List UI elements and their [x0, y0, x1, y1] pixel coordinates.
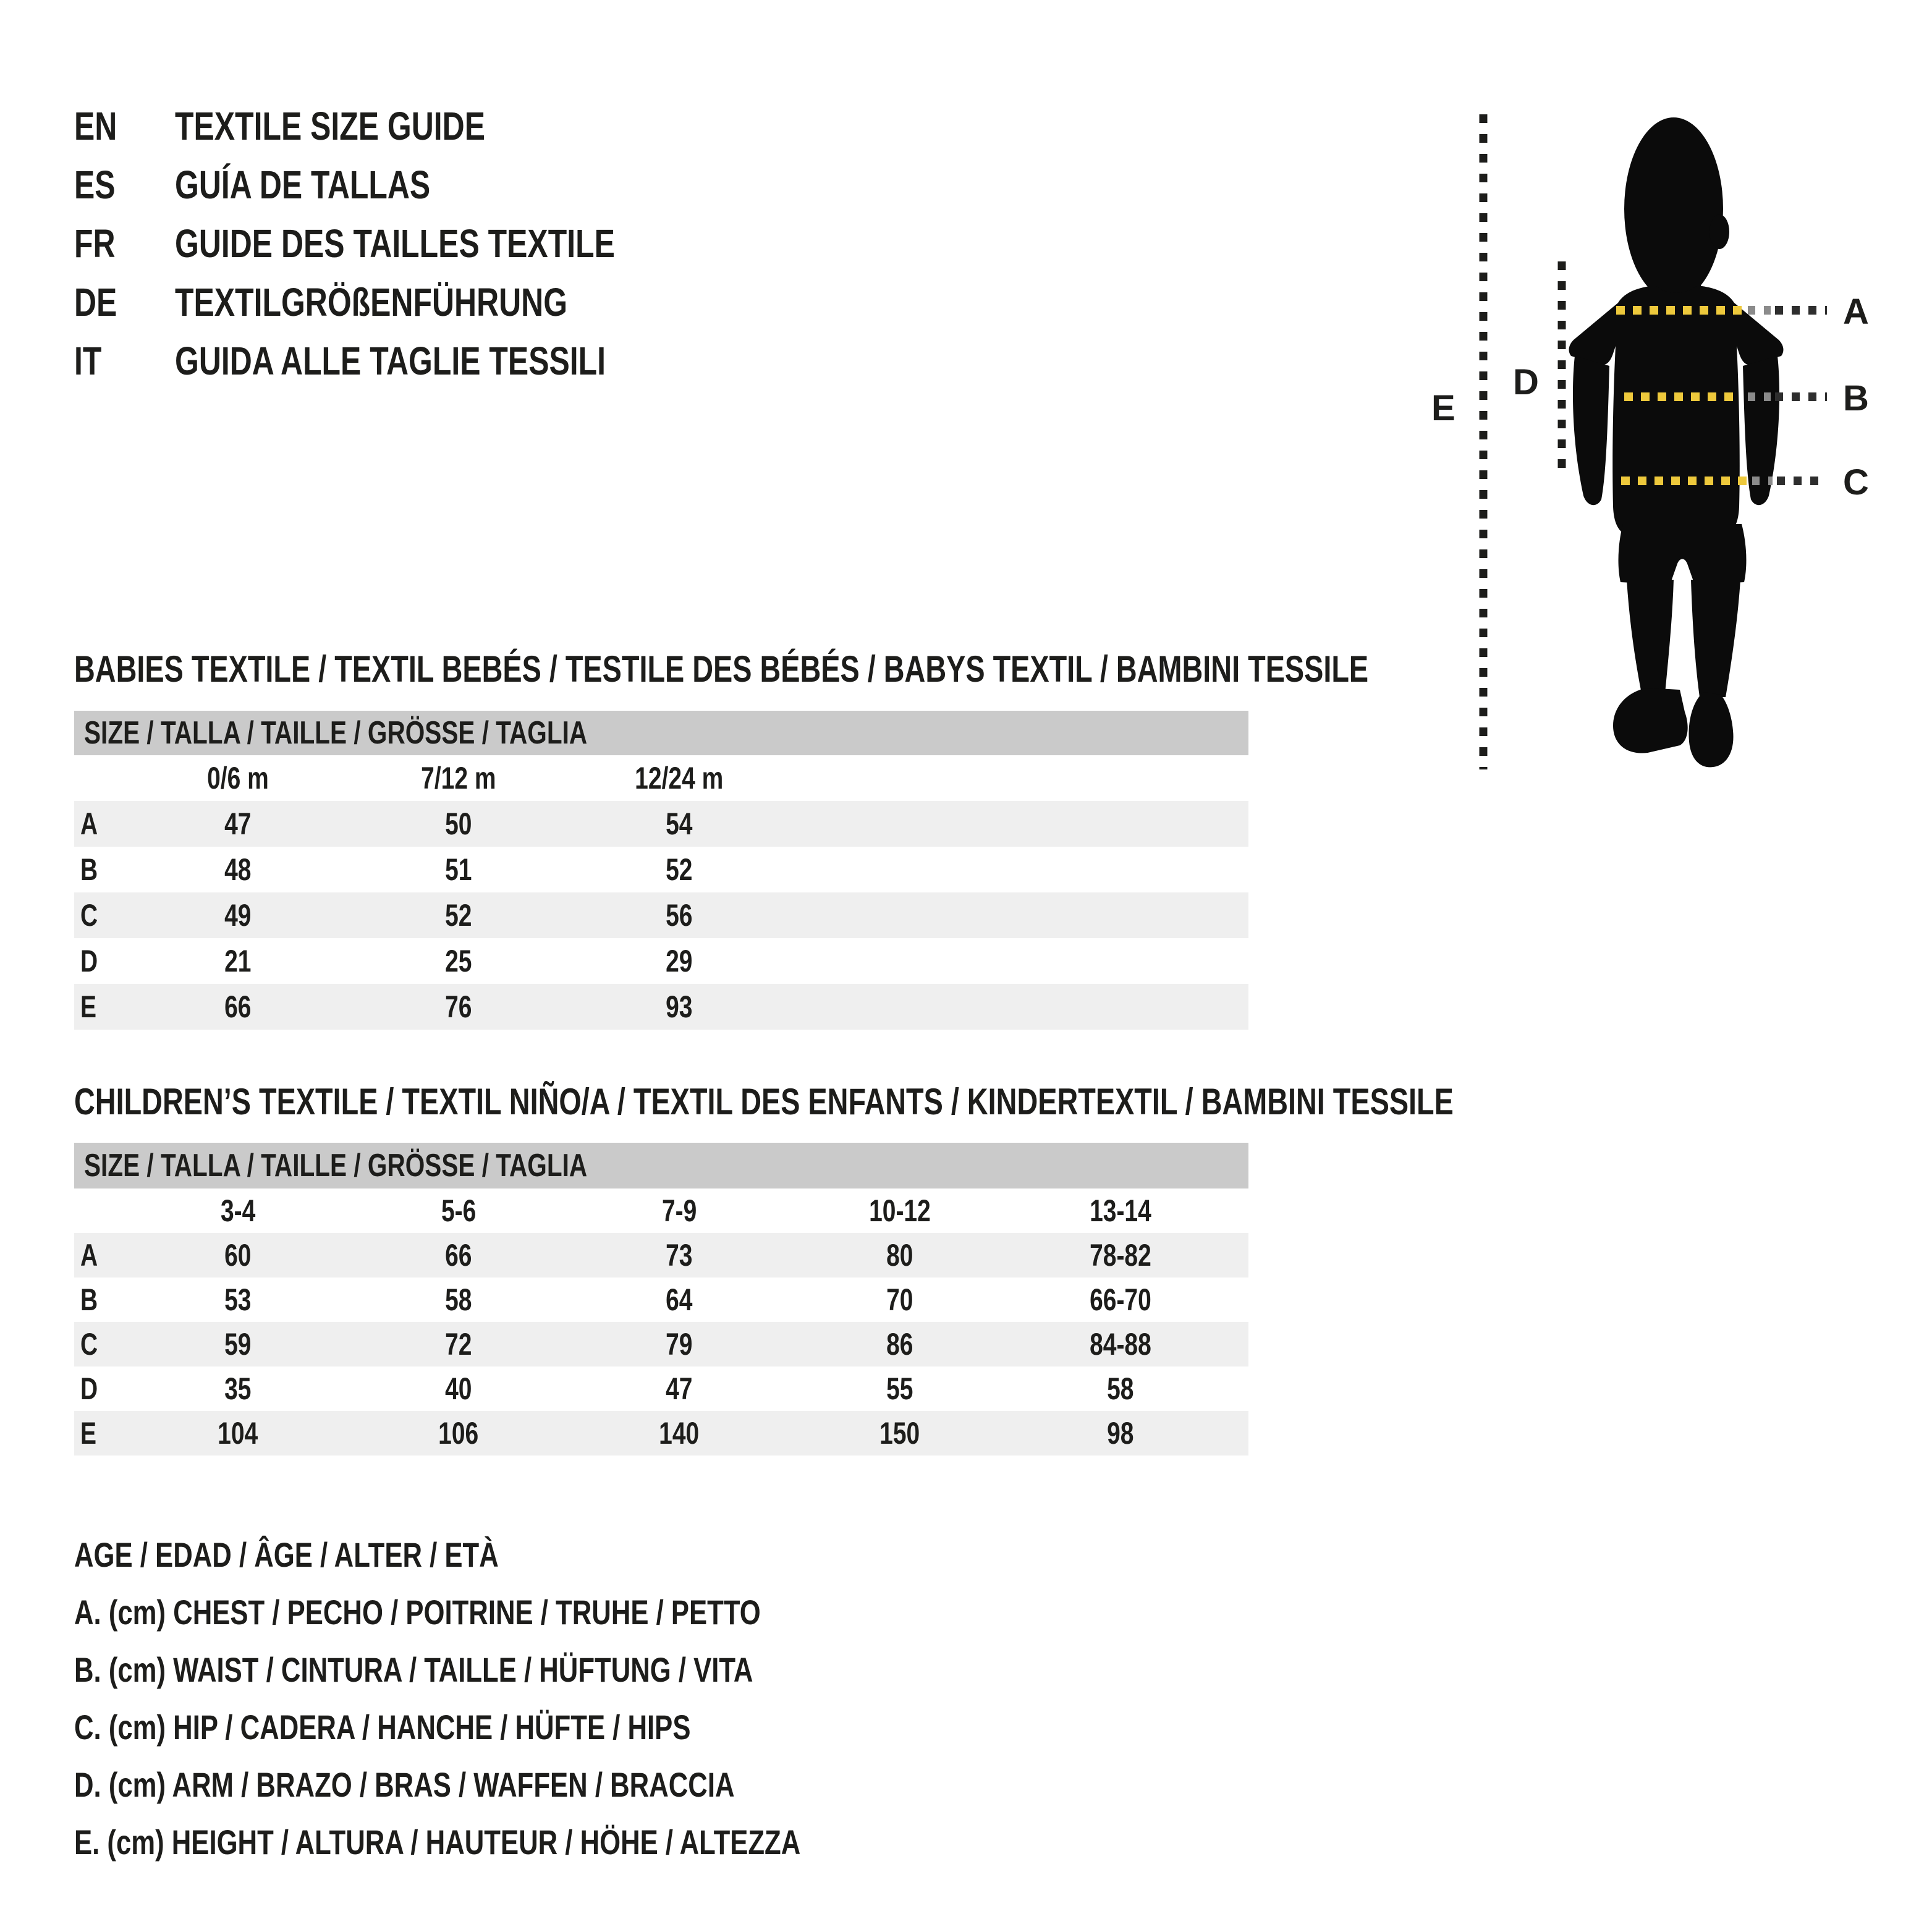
table-cell: 53 [224, 1282, 252, 1317]
table-row-e [74, 1411, 1248, 1455]
table-cell: 72 [445, 1327, 472, 1362]
table-row-b [74, 847, 1248, 892]
table-cell: 66 [224, 989, 252, 1024]
column-header: 0/6 m [207, 761, 269, 795]
figure-label-e: E [1431, 388, 1455, 428]
language-code: ES [74, 163, 116, 207]
table-cell: 78-82 [1090, 1238, 1151, 1273]
figure-label-a: A [1843, 292, 1869, 332]
table-row-b [74, 1277, 1248, 1322]
table-cell: 79 [666, 1327, 693, 1362]
figure-label-c: C [1843, 462, 1869, 502]
table-cell: 106 [438, 1416, 479, 1451]
legend-age: AGE / EDAD / ÂGE / ALTER / ETÀ [74, 1535, 499, 1574]
legend-arm: D. (cm) ARM / BRAZO / BRAS / WAFFEN / BRACCIA [74, 1765, 735, 1804]
column-header: 12/24 m [635, 761, 724, 795]
table-cell: 58 [445, 1282, 472, 1317]
babies-column-header-row [74, 755, 1248, 801]
table-cell: 150 [879, 1416, 920, 1451]
row-label: B [80, 852, 98, 887]
row-label: B [80, 1282, 98, 1317]
language-code: DE [74, 280, 117, 324]
table-cell: 59 [224, 1327, 252, 1362]
figure-label-b: B [1843, 378, 1869, 418]
table-cell: 47 [224, 807, 252, 841]
babies-section-heading: BABIES TEXTILE / TEXTIL BEBÉS / TESTILE DES BÉBÉS / BABYS TEXTIL / BAMBINI TESSILE [74, 648, 1369, 690]
table-cell: 48 [224, 852, 252, 887]
table-cell: 93 [666, 989, 693, 1024]
table-cell: 49 [224, 898, 252, 933]
table-cell: 56 [666, 898, 693, 933]
table-row-e [74, 984, 1248, 1030]
children-size-table [74, 1143, 1248, 1455]
children-column-header-row [74, 1188, 1248, 1233]
table-cell: 86 [886, 1327, 913, 1362]
row-label: E [80, 989, 97, 1024]
babies-size-table [74, 711, 1248, 1030]
row-label: D [80, 944, 98, 978]
table-row-c [74, 1322, 1248, 1366]
babies-size-header-band: SIZE / TALLA / TAILLE / GRÖSSE / TAGLIA [74, 711, 1248, 755]
children-section-heading: CHILDREN’S TEXTILE / TEXTIL NIÑO/A / TEXTIL DES ENFANTS / KINDERTEXTIL / BAMBINI TESSILE [74, 1081, 1454, 1122]
legend-chest: A. (cm) CHEST / PECHO / POITRINE / TRUHE / PETTO [74, 1593, 761, 1632]
table-cell: 50 [445, 807, 472, 841]
row-label: A [80, 1238, 98, 1273]
table-cell: 52 [666, 852, 693, 887]
legend-hip: C. (cm) HIP / CADERA / HANCHE / HÜFTE / HIPS [74, 1708, 691, 1747]
language-title: GUÍA DE TALLAS [175, 163, 431, 207]
legend-waist: B. (cm) WAIST / CINTURA / TAILLE / HÜFTUNG / VITA [74, 1650, 753, 1689]
column-header: 13-14 [1090, 1193, 1151, 1228]
language-code: EN [74, 104, 117, 148]
table-cell: 70 [886, 1282, 913, 1317]
language-title: GUIDA ALLE TAGLIE TESSILI [175, 339, 606, 383]
table-cell: 76 [445, 989, 472, 1024]
table-cell: 98 [1107, 1416, 1134, 1451]
legend-height: E. (cm) HEIGHT / ALTURA / HAUTEUR / HÖHE / ALTEZZA [74, 1823, 801, 1862]
column-header: 3-4 [220, 1193, 256, 1228]
language-title: TEXTILE SIZE GUIDE [175, 104, 486, 148]
row-label: C [80, 898, 98, 933]
table-cell: 66 [445, 1238, 472, 1273]
table-cell: 64 [666, 1282, 693, 1317]
column-header: 10-12 [869, 1193, 931, 1228]
table-cell: 40 [445, 1371, 472, 1406]
table-row-d [74, 938, 1248, 984]
figure-label-d: D [1513, 362, 1539, 402]
table-cell: 21 [224, 944, 252, 978]
table-cell: 35 [224, 1371, 252, 1406]
table-row-d [74, 1366, 1248, 1411]
table-cell: 55 [886, 1371, 913, 1406]
table-cell: 60 [224, 1238, 252, 1273]
table-cell: 52 [445, 898, 472, 933]
table-cell: 104 [218, 1416, 258, 1451]
table-cell: 73 [666, 1238, 693, 1273]
language-code: IT [74, 339, 102, 383]
language-code: FR [74, 221, 116, 266]
row-label: E [80, 1416, 97, 1451]
column-header: 7-9 [661, 1193, 697, 1228]
table-cell: 29 [666, 944, 693, 978]
table-row-c [74, 892, 1248, 938]
table-row-a [74, 1233, 1248, 1277]
table-row-a [74, 801, 1248, 847]
table-cell: 84-88 [1090, 1327, 1151, 1362]
column-header: 5-6 [441, 1193, 477, 1228]
table-cell: 80 [886, 1238, 913, 1273]
language-title: GUIDE DES TAILLES TEXTILE [175, 221, 615, 266]
table-cell: 54 [666, 807, 693, 841]
column-header: 7/12 m [421, 761, 496, 795]
table-cell: 25 [445, 944, 472, 978]
table-cell: 51 [445, 852, 472, 887]
language-title: TEXTILGRÖßENFÜHRUNG [175, 280, 568, 324]
row-label: D [80, 1371, 98, 1406]
table-cell: 140 [659, 1416, 700, 1451]
table-cell: 47 [666, 1371, 693, 1406]
table-cell: 58 [1107, 1371, 1134, 1406]
row-label: C [80, 1327, 98, 1362]
row-label: A [80, 807, 98, 841]
table-cell: 66-70 [1090, 1282, 1151, 1317]
children-size-header-band: SIZE / TALLA / TAILLE / GRÖSSE / TAGLIA [74, 1143, 1248, 1188]
